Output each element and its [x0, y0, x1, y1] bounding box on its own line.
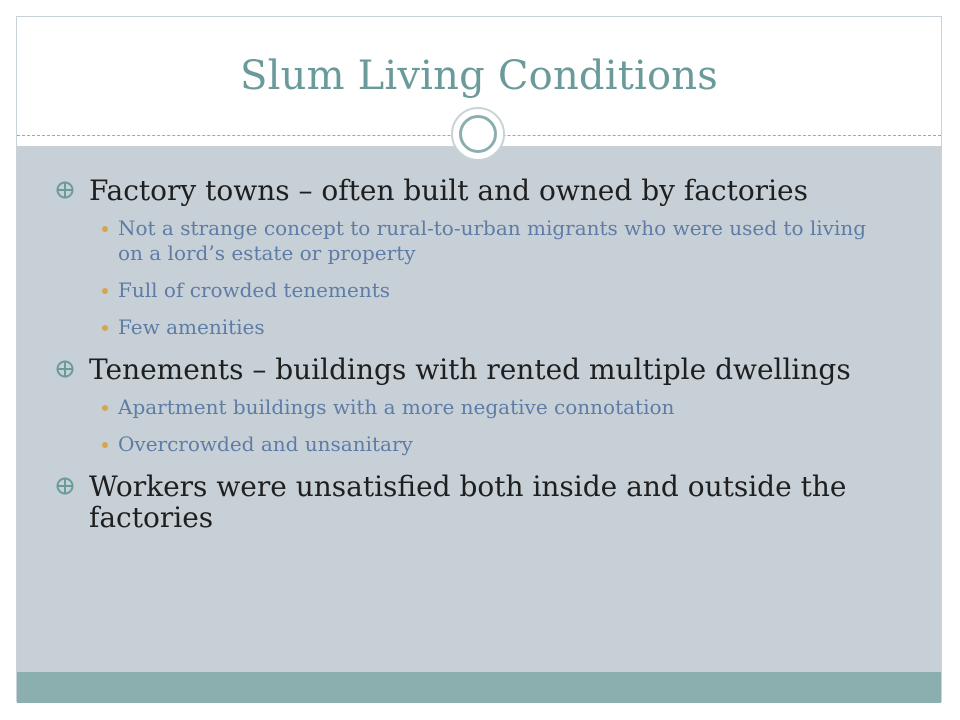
- sub-bullet-item: [118, 315, 878, 340]
- sub-bullet-item: [118, 278, 878, 303]
- bullet-item: [89, 471, 889, 533]
- dot-icon: [102, 288, 108, 294]
- dot-icon: [102, 226, 108, 232]
- sub-bullet-text: Overcrowded and unsanitary: [118, 432, 413, 456]
- sub-bullet-text: Not a strange concept to rural-to-urban migrants who were used to living on a lord’s estate or property: [118, 216, 867, 265]
- dot-icon: [102, 325, 108, 331]
- sub-bullet-text: Full of crowded tenements: [118, 278, 391, 302]
- circle-cross-icon: [56, 477, 74, 495]
- bullet-list: [17, 175, 941, 543]
- dot-icon: [102, 405, 108, 411]
- slide: [16, 16, 942, 702]
- sub-bullet-text: Apartment buildings with a more negative connotation: [118, 395, 675, 419]
- bullet-text: Tenements – buildings with rented multiple dwellings: [89, 353, 851, 386]
- bullet-text: Workers were unsatisfied both inside and outside the factories: [89, 470, 847, 534]
- bullet-item: [89, 175, 889, 206]
- ring-inner: [459, 115, 497, 153]
- circle-cross-icon: [56, 360, 74, 378]
- sub-bullet-item: [118, 395, 878, 420]
- slide-title: Slum Living Conditions: [240, 53, 718, 99]
- bullet-text: Factory towns – often built and owned by factories: [89, 174, 808, 207]
- sub-bullet-item: [118, 216, 878, 266]
- sub-bullet-text: Few amenities: [118, 315, 265, 339]
- ring-icon: [451, 107, 505, 161]
- dot-icon: [102, 442, 108, 448]
- circle-cross-icon: [56, 181, 74, 199]
- footer-band: [17, 672, 941, 703]
- bullet-item: [89, 354, 889, 385]
- sub-bullet-item: [118, 432, 878, 457]
